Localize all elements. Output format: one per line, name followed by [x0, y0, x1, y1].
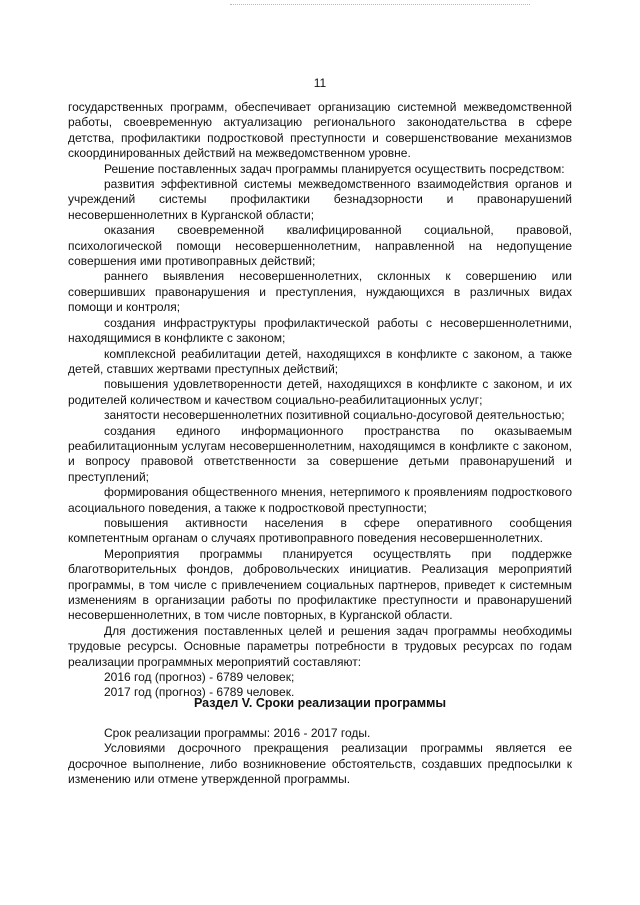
- scan-artifact-line: [230, 4, 530, 7]
- page-number: 11: [313, 76, 327, 90]
- paragraph: Срок реализации программы: 2016 - 2017 годы.: [104, 726, 371, 740]
- list-item: занятости несовершеннолетних позитивной социально-досуговой деятельностью;: [104, 408, 565, 423]
- list-item: формирования общественного мнения, нетерпимого к проявлениям подросткового асоциального поведения, а также к подростковой преступности;: [68, 485, 572, 515]
- list-item: комплексной реабилитации детей, находящихся в конфликте с законом, а также детей, ставших жертвами преступных действий;: [68, 346, 572, 376]
- list-item: повышения активности населения в сфере оперативного сообщения компетентным органам о случаях противоправного поведения несовершеннолетних.: [68, 515, 572, 546]
- section-body: [68, 726, 572, 788]
- paragraph: Для достижения поставленных целей и решения задач программы необходимы трудовые ресурсы. Основные параметры потребности в трудовых ресурсах по годам реализации программных мероприятий составляют:: [68, 623, 572, 669]
- forecast-line: 2016 год (прогноз) - 6789 человек;: [104, 670, 295, 685]
- list-item: развития эффективной системы межведомственного взаимодействия органов и учреждений системы профилактики безнадзорности и правонарушений несовершеннолетних в Курганской области;: [68, 177, 572, 222]
- list-item: раннего выявления несовершеннолетних, склонных к совершению или совершивших правонарушения и преступления, нуждающихся в различных видах помощи и контроля;: [68, 269, 572, 315]
- body-text: [68, 100, 572, 701]
- list-item: создания инфраструктуры профилактической работы с несовершеннолетними, находящимися в конфликте с законом;: [68, 315, 572, 346]
- section-heading: Раздел V. Сроки реализации программы: [193, 696, 447, 710]
- paragraph: Мероприятия программы планируется осуществлять при поддержке благотворительных фондов, добровольческих инициатив. Реализация мероприятий программы, в том числе с привлечением социальных партнеров, приведет к системным изменениям в организации работы по профилактике преступности и правонарушений несовершеннолетних, в том числе повторных, в Курганской области.: [68, 546, 572, 623]
- list-item: повышения удовлетворенности детей, находящихся в конфликте с законом, и их родителей количеством и качеством социально-реабилитационных услуг;: [68, 377, 572, 407]
- paragraph: Решение поставленных задач программы планируется осуществить посредством:: [104, 161, 565, 176]
- list-item: оказания своевременной квалифицированной социальной, правовой, психологической помощи несовершеннолетним, направленной на недопущение совершения ими противоправных действий;: [68, 223, 572, 269]
- paragraph: Условиями досрочного прекращения реализации программы является ее досрочное выполнение, либо возникновение обстоятельств, создавших предпосылки к изменению или отмене утвержденной программы.: [68, 741, 572, 787]
- paragraph: государственных программ, обеспечивает организацию системной межведомственной работы, своевременную актуализацию регионального законодательства в сфере детства, профилактики подростковой преступности и совершенствование механизмов скоординированных действий на межведомственном уровне.: [68, 100, 572, 161]
- list-item: создания единого информационного пространства по оказываемым реабилитационным услугам несовершеннолетним, находящимся в конфликте с законом, и вопросу правовой ответственности за совершение детьми правонарушений и преступлений;: [68, 423, 572, 484]
- forecast-line: 2017 год (прогноз) - 6789 человек.: [104, 685, 295, 700]
